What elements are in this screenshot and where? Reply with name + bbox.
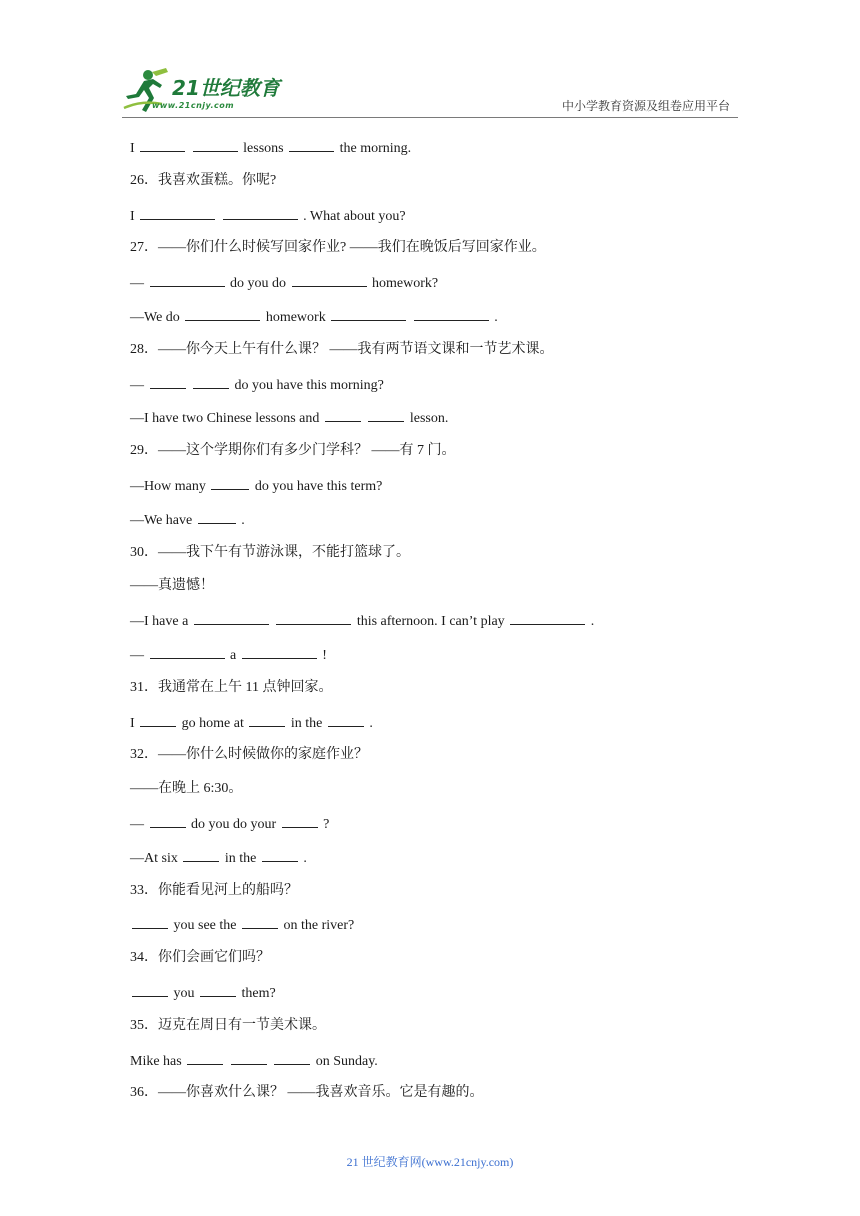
worksheet-line <box>130 475 750 509</box>
fill-in-blank[interactable] <box>185 306 260 321</box>
fill-in-blank[interactable] <box>231 1050 267 1065</box>
line-text: 32．——你什么时候做你的家庭作业？ <box>130 747 368 763</box>
line-text: I <box>130 208 135 224</box>
line-text: — <box>130 276 144 292</box>
line-text: —We do <box>130 309 180 325</box>
fill-in-blank[interactable] <box>414 306 489 321</box>
fill-in-blank[interactable] <box>368 407 404 422</box>
worksheet-line <box>130 779 750 813</box>
fill-in-blank[interactable] <box>140 137 185 152</box>
line-text: . <box>369 715 373 731</box>
worksheet-line <box>130 982 750 1016</box>
worksheet-line <box>130 914 750 948</box>
worksheet-line <box>130 137 750 171</box>
logo-text: 21世纪教育 <box>172 76 280 100</box>
line-text: in the <box>290 715 323 731</box>
fill-in-blank[interactable] <box>132 914 168 929</box>
fill-in-blank[interactable] <box>198 509 236 524</box>
fill-in-blank[interactable] <box>282 813 318 828</box>
worksheet-line <box>130 576 750 610</box>
logo <box>122 66 292 116</box>
fill-in-blank[interactable] <box>200 982 236 997</box>
line-text: 31．我通常在上午 11 点钟回家。 <box>130 679 333 695</box>
line-text: go home at <box>181 715 244 731</box>
line-text: . <box>494 309 498 325</box>
fill-in-blank[interactable] <box>223 205 298 220</box>
worksheet-line <box>130 847 750 881</box>
fill-in-blank[interactable] <box>242 914 278 929</box>
worksheet-line <box>130 881 750 915</box>
fill-in-blank[interactable] <box>510 610 585 625</box>
line-text: the morning. <box>339 141 412 156</box>
platform-label: 中小学教育资源及组卷应用平台 <box>561 99 730 113</box>
line-text: lessons <box>243 141 284 156</box>
fill-in-blank[interactable] <box>292 272 367 287</box>
worksheet-line <box>130 272 750 306</box>
line-text: —I have a <box>130 614 189 630</box>
fill-in-blank[interactable] <box>274 1050 310 1065</box>
fill-in-blank[interactable] <box>262 847 298 862</box>
worksheet-line <box>130 543 750 577</box>
fill-in-blank[interactable] <box>194 610 269 625</box>
line-text: you <box>173 985 195 1001</box>
line-text: — <box>130 647 144 663</box>
line-text: 29．——这个学期你们有多少门学科？ ——有 7 门。 <box>130 443 456 459</box>
fill-in-blank[interactable] <box>249 712 285 727</box>
worksheet-line <box>130 205 750 239</box>
line-text: homework <box>265 309 326 325</box>
worksheet-content <box>130 137 750 1117</box>
worksheet-line <box>130 745 750 779</box>
worksheet-line <box>130 441 750 475</box>
worksheet-line <box>130 171 750 205</box>
line-text: in the <box>224 850 257 866</box>
line-text: ——在晚上 6:30。 <box>130 781 243 797</box>
line-text: ——真遗憾！ <box>130 578 214 594</box>
line-text: . <box>303 850 307 866</box>
line-text: —At six <box>130 850 178 866</box>
worksheet-line <box>130 948 750 982</box>
line-text: ? <box>323 816 330 832</box>
line-text: do you have this morning? <box>234 377 384 393</box>
worksheet-line <box>130 678 750 712</box>
fill-in-blank[interactable] <box>193 137 238 152</box>
line-text: lesson. <box>409 411 449 427</box>
fill-in-blank[interactable] <box>325 407 361 422</box>
worksheet-line <box>130 238 750 272</box>
fill-in-blank[interactable] <box>183 847 219 862</box>
line-text: I <box>130 715 135 731</box>
fill-in-blank[interactable] <box>140 205 215 220</box>
line-text: Mike has <box>130 1053 182 1069</box>
fill-in-blank[interactable] <box>242 644 317 659</box>
worksheet-line <box>130 1083 750 1117</box>
fill-in-blank[interactable] <box>150 644 225 659</box>
worksheet-line <box>130 1050 750 1084</box>
worksheet-line <box>130 306 750 340</box>
worksheet-line <box>130 644 750 678</box>
line-text: . <box>241 512 245 528</box>
logo-url: www.21cnjy.com <box>152 101 235 110</box>
line-text: on the river? <box>283 918 355 934</box>
header-divider <box>122 117 738 118</box>
page-header <box>0 0 860 125</box>
line-text: a <box>230 647 237 663</box>
fill-in-blank[interactable] <box>132 982 168 997</box>
line-text: — <box>130 377 144 393</box>
line-text: —I have two Chinese lessons and <box>130 411 320 427</box>
line-text: do you do <box>230 276 286 292</box>
line-text: 33．你能看见河上的船吗？ <box>130 882 298 898</box>
line-text: ! <box>322 647 327 663</box>
fill-in-blank[interactable] <box>150 374 186 389</box>
line-text: — <box>130 816 144 832</box>
worksheet-line <box>130 610 750 644</box>
line-text: do you do your <box>191 816 277 832</box>
fill-in-blank[interactable] <box>211 475 249 490</box>
worksheet-line <box>130 813 750 847</box>
line-text: I <box>130 141 135 156</box>
line-text: . <box>590 614 595 630</box>
worksheet-line <box>130 407 750 441</box>
line-text: 35．迈克在周日有一节美术课。 <box>130 1017 326 1033</box>
page-footer: 21 世纪教育网(www.21cnjy.com) <box>346 1155 514 1169</box>
fill-in-blank[interactable] <box>150 272 225 287</box>
line-text: . What about you? <box>303 208 406 224</box>
line-text: this afternoon. I can’t play <box>356 614 505 630</box>
worksheet-line <box>130 712 750 746</box>
fill-in-blank[interactable] <box>140 712 176 727</box>
line-text: 30．——我下午有节游泳课，不能打篮球了。 <box>130 544 410 560</box>
fill-in-blank[interactable] <box>193 374 229 389</box>
fill-in-blank[interactable] <box>289 137 334 152</box>
line-text: on Sunday. <box>315 1053 378 1069</box>
worksheet-line <box>130 340 750 374</box>
line-text: 27．——你们什么时候写回家作业? ——我们在晚饭后写回家作业。 <box>130 240 546 256</box>
fill-in-blank[interactable] <box>150 813 186 828</box>
fill-in-blank[interactable] <box>328 712 364 727</box>
line-text: —We have <box>130 512 193 528</box>
fill-in-blank[interactable] <box>276 610 351 625</box>
line-text: you see the <box>173 918 237 934</box>
worksheet-line <box>130 374 750 408</box>
line-text: 34．你们会画它们吗？ <box>130 950 270 966</box>
fill-in-blank[interactable] <box>187 1050 223 1065</box>
fill-in-blank[interactable] <box>331 306 406 321</box>
worksheet-line <box>130 1016 750 1050</box>
worksheet-line <box>130 509 750 543</box>
line-text: —How many <box>130 478 206 494</box>
line-text: 28．——你今天上午有什么课？ ——我有两节语文课和一节艺术课。 <box>130 341 554 357</box>
line-text: homework? <box>372 276 439 292</box>
line-text: 26．我喜欢蛋糕。你呢? <box>130 172 277 188</box>
line-text: do you have this term? <box>254 478 383 494</box>
line-text: them? <box>241 985 276 1001</box>
line-text: 36．——你喜欢什么课？ ——我喜欢音乐。它是有趣的。 <box>130 1085 484 1101</box>
